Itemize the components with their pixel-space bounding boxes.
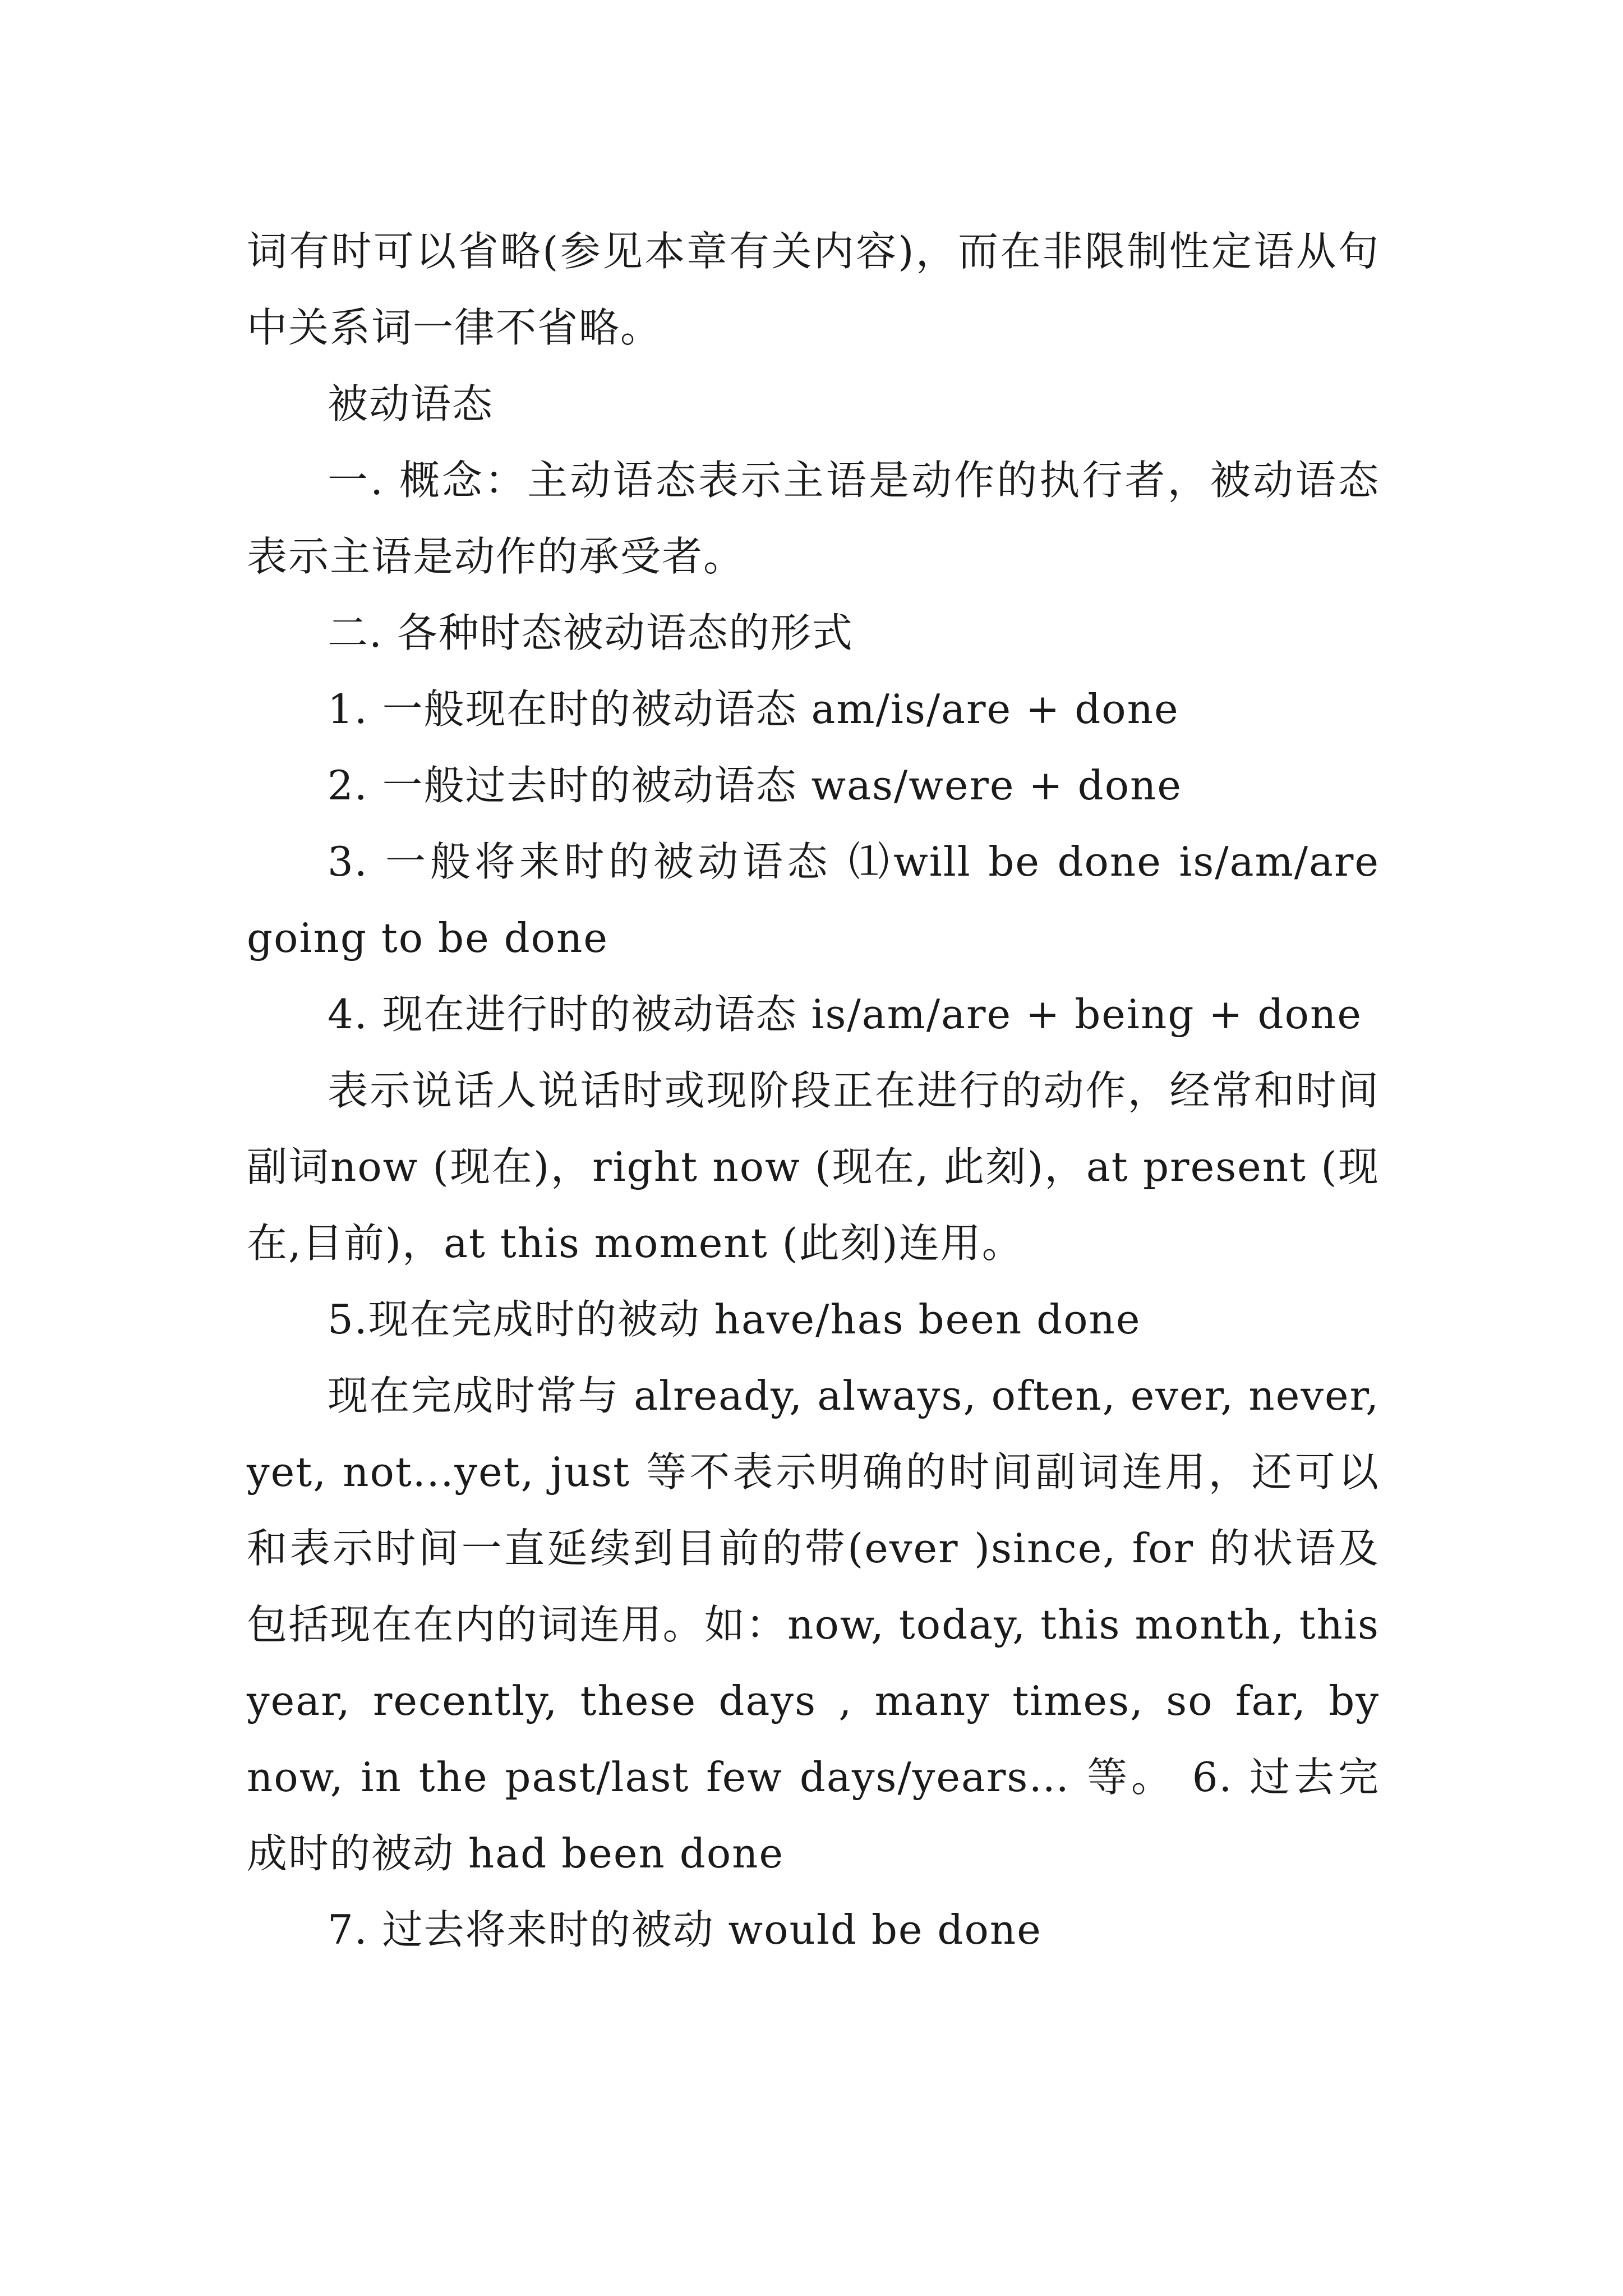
section-heading-passive-voice: 被动语态 xyxy=(328,380,494,427)
list-item-present-perfect: 5.现在完成时的被动 have/has been done xyxy=(328,1296,1141,1343)
paragraph-concept: 一. 概念：主动语态表示主语是动作的执行者，被动语态表示主语是动作的承受者。 xyxy=(247,457,1380,580)
list-item-present-continuous: 4. 现在进行时的被动语态 is/am/are + being + done xyxy=(328,991,1362,1038)
list-item-simple-present: 1. 一般现在时的被动语态 am/is/are + done xyxy=(328,685,1179,733)
paragraph-relative-clause-note: 词有时可以省略(参见本章有关内容)，而在非限制性定语从句中关系词一律不省略。 xyxy=(247,228,1380,351)
list-item-simple-past: 2. 一般过去时的被动语态 was/were + done xyxy=(328,762,1183,809)
list-item-simple-future: 3. 一般将来时的被动语态 ⑴will be done is/am/are going to be done xyxy=(247,838,1380,961)
subheading-tense-forms: 二. 各种时态被动语态的形式 xyxy=(328,609,854,656)
list-item-future-in-past: 7. 过去将来时的被动 would be done xyxy=(328,1906,1042,1953)
document-body xyxy=(247,213,1380,1968)
paragraph-continuous-usage: 表示说话人说话时或现阶段正在进行的动作，经常和时间副词now (现在)，right now (现在, 此刻)，at present (现在,目前)，at this moment (此刻)连用。 xyxy=(247,1067,1380,1267)
paragraph-perfect-usage: 现在完成时常与 already, always, often, ever, never, yet, not...yet, just 等不表示明确的时间副词连用，还可以和表示时间一直延续到目前的带(ever )since, for 的状语及包括现在在内的词连用。如：now, today, this month, this year, recently, these days , many times, so far, by now, in the past/last few days/years… 等。 6. 过去完成时的被动 had been done xyxy=(247,1372,1380,1877)
